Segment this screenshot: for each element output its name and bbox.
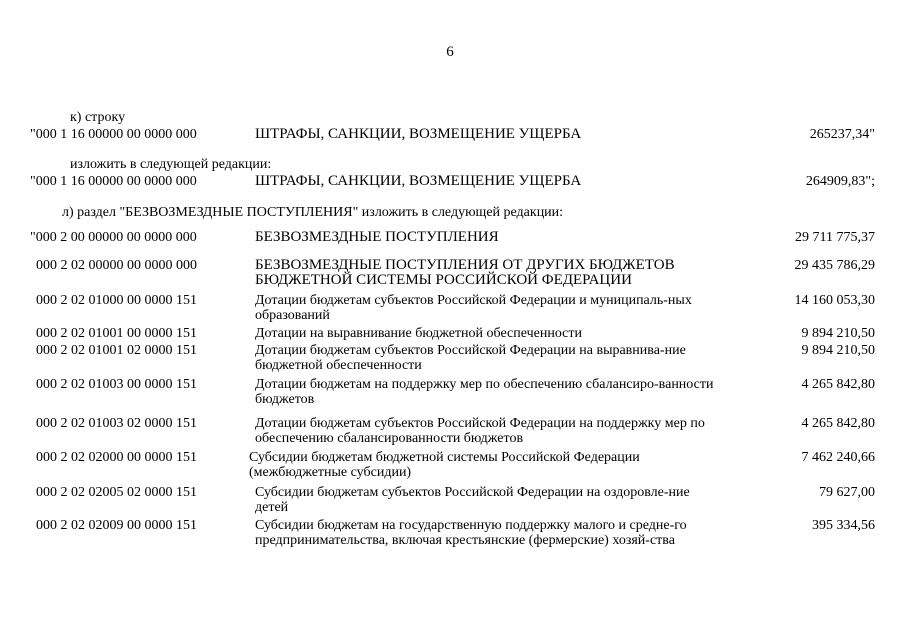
row-code: 000 2 02 01001 02 0000 151 [36, 343, 197, 358]
row-amount: 9 894 210,50 [801, 343, 875, 358]
item-l-heading: л) раздел "БЕЗВОЗМЕЗДНЫЕ ПОСТУПЛЕНИЯ" изложить в следующей редакции: [62, 205, 564, 220]
line-amount: 265237,34" [809, 127, 875, 142]
row-code: 000 2 02 02005 02 0000 151 [36, 485, 197, 500]
line-amount: 264909,83"; [805, 174, 875, 189]
page-number: 6 [446, 44, 454, 60]
row-code: 000 2 02 01003 02 0000 151 [36, 416, 197, 431]
row-name: Дотации бюджетам на поддержку мер по обеспечению сбалансиро-ванности бюджетов [255, 377, 714, 407]
line-name: ШТРАФЫ, САНКЦИИ, ВОЗМЕЩЕНИЕ УЩЕРБА [255, 173, 582, 189]
row-amount: 4 265 842,80 [801, 416, 875, 431]
row-amount: 395 334,56 [812, 518, 875, 533]
row-name: БЕЗВОЗМЕЗДНЫЕ ПОСТУПЛЕНИЯ [255, 229, 499, 245]
row-code: 000 2 02 02000 00 0000 151 [36, 450, 197, 465]
row-code: 000 2 02 01001 00 0000 151 [36, 326, 197, 341]
line-name: ШТРАФЫ, САНКЦИИ, ВОЗМЕЩЕНИЕ УЩЕРБА [255, 126, 582, 142]
row-code: "000 2 00 00000 00 0000 000 [30, 230, 197, 245]
row-code: 000 2 02 02009 00 0000 151 [36, 518, 197, 533]
row-name: Субсидии бюджетам на государственную поддержку малого и средне-го предпринимательства, включая крестьянские (фермерские) хозяй-ства [255, 518, 687, 548]
item-k-heading: к) строку [70, 110, 126, 125]
row-amount: 79 627,00 [819, 485, 875, 500]
line-code: "000 1 16 00000 00 0000 000 [30, 127, 197, 142]
row-amount: 29 435 786,29 [794, 258, 875, 273]
row-code: 000 2 02 00000 00 0000 000 [36, 258, 197, 273]
row-name: БЕЗВОЗМЕЗДНЫЕ ПОСТУПЛЕНИЯ ОТ ДРУГИХ БЮДЖЕТОВ БЮДЖЕТНОЙ СИСТЕМЫ РОССИЙСКОЙ ФЕДЕРАЦИИ [255, 257, 675, 288]
row-amount: 9 894 210,50 [801, 326, 875, 341]
row-name: Субсидии бюджетам субъектов Российской Федерации на оздоровле-ние детей [255, 485, 690, 515]
row-amount: 4 265 842,80 [801, 377, 875, 392]
row-name: Дотации бюджетам субъектов Российской Федерации на поддержку мер по обеспечению сбалансированности бюджетов [255, 416, 705, 446]
row-amount: 29 711 775,37 [795, 230, 875, 245]
row-name: Дотации бюджетам субъектов Российской Федерации и муниципаль-ных образований [255, 293, 692, 323]
row-amount: 14 160 053,30 [794, 293, 875, 308]
row-code: 000 2 02 01003 00 0000 151 [36, 377, 197, 392]
item-k-instruction: изложить в следующей редакции: [70, 157, 272, 172]
row-code: 000 2 02 01000 00 0000 151 [36, 293, 197, 308]
row-name: Субсидии бюджетам бюджетной системы Российской Федерации (межбюджетные субсидии) [249, 450, 640, 480]
row-name: Дотации бюджетам субъектов Российской Федерации на выравнива-ние бюджетной обеспеченности [255, 343, 686, 373]
row-amount: 7 462 240,66 [801, 450, 875, 465]
row-name: Дотации на выравнивание бюджетной обеспеченности [255, 326, 582, 341]
line-code: "000 1 16 00000 00 0000 000 [30, 174, 197, 189]
